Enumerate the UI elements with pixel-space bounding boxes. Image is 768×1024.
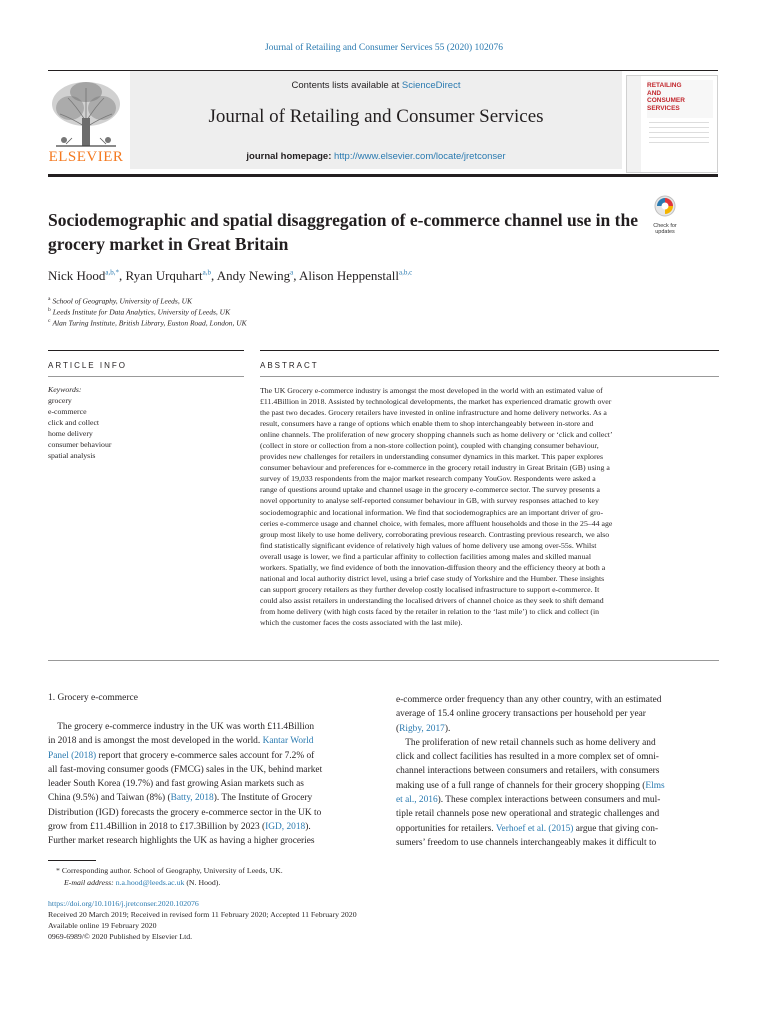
author-superscript[interactable]: a,b,* bbox=[105, 268, 120, 277]
author-separator: , bbox=[211, 268, 217, 283]
abstract-bottom-rule bbox=[48, 660, 719, 661]
body-text: grow from £11.4Billion in 2018 to £17.3Billion by 2023 ( bbox=[48, 822, 266, 833]
body-text: ). The Institute of Grocery bbox=[213, 793, 313, 804]
affiliation bbox=[48, 307, 230, 317]
footnote-rule bbox=[48, 860, 96, 861]
body-line bbox=[396, 822, 719, 836]
check-for-updates-badge[interactable] bbox=[646, 194, 684, 235]
body-text: in 2018 and is amongst the most developed in the world. bbox=[48, 736, 263, 747]
affiliation-text: School of Geography, University of Leeds, UK bbox=[52, 296, 193, 306]
body-line bbox=[396, 793, 719, 807]
body-line bbox=[48, 806, 371, 820]
body-text: ). These complex interactions between consumers and mul- bbox=[437, 795, 661, 806]
body-text: The grocery e-commerce industry in the UK was worth £11.4Billion bbox=[48, 722, 315, 732]
check-updates-icon bbox=[646, 194, 684, 218]
abstract-line: provides new challenges for retailers in understanding consumer dynamics in this market. This paper explores bbox=[260, 452, 604, 462]
abstract-line: The UK Grocery e-commerce industry is amongst the most developed in the world with an estimated value of bbox=[260, 386, 603, 395]
body-text: The proliferation of new retail channels such as home delivery and bbox=[396, 737, 656, 748]
abstract-line: ceries e-commerce usage and channel choice, with females, more affluent households and those in the 25–44 age bbox=[260, 518, 613, 528]
abstract-top-rule bbox=[260, 350, 719, 351]
abstract-line: national and local authority district level, using a brief case study of Yorkshire and the Humber. These insights bbox=[260, 573, 605, 583]
citation-link[interactable]: IGD, 2018 bbox=[265, 822, 306, 833]
abstract-line: (collect in store or collection from a non-store collection point), coupled with changing consumer behaviour, bbox=[260, 441, 599, 451]
body-line bbox=[396, 693, 719, 707]
doi-link[interactable]: https://doi.org/10.1016/j.jretconser.2020.102076 bbox=[48, 899, 199, 908]
body-line bbox=[396, 750, 719, 764]
body-line bbox=[396, 707, 719, 721]
body-text: all fast-moving consumer goods (FMCG) sales in the UK, behind market bbox=[48, 764, 323, 775]
body-left-column bbox=[48, 720, 371, 849]
available-online: Available online 19 February 2020 bbox=[48, 921, 157, 930]
body-text: Distribution (IGD) forecasts the grocery e-commerce sector in the UK to bbox=[48, 807, 322, 818]
section-heading: 1. Grocery e-commerce bbox=[48, 693, 138, 703]
abstract-line: survey of 19,033 respondents from the major market research company YouGov. Respondents were asked a bbox=[260, 474, 596, 484]
keyword: e-commerce bbox=[48, 407, 87, 416]
body-line bbox=[48, 791, 371, 805]
body-text: ). bbox=[305, 822, 311, 833]
received-dates: Received 20 March 2019; Received in revised form 11 February 2020; Accepted 11 February 2020 bbox=[48, 910, 357, 919]
body-text: channel interactions between consumers and retailers, with consumers bbox=[396, 766, 660, 777]
citation-link[interactable]: Rigby, 2017 bbox=[399, 723, 445, 734]
cover-title-line: SERVICES bbox=[647, 104, 680, 112]
email-label: E-mail address: bbox=[64, 878, 114, 887]
article-info-heading: ARTICLE INFO bbox=[48, 361, 127, 370]
cover-title-line: CONSUMER bbox=[647, 97, 685, 104]
abstract-line: workers. Spatially, we find evidence of both the innovation-diffusion theory and the efficiency theory at both a bbox=[260, 562, 606, 572]
author-name[interactable]: Andy Newing bbox=[216, 268, 291, 283]
body-line bbox=[396, 736, 719, 750]
homepage-link[interactable]: http://www.elsevier.com/locate/jretconser bbox=[334, 151, 506, 162]
abstract-text bbox=[260, 385, 719, 628]
body-right-column bbox=[396, 693, 719, 850]
publisher-wordmark: ELSEVIER bbox=[48, 149, 124, 165]
abstract-line: result, consumers have a range of options which enable them to shop interchangeably between in-store and bbox=[260, 419, 594, 429]
sciencedirect-link[interactable]: ScienceDirect bbox=[401, 80, 461, 91]
body-line bbox=[48, 734, 371, 748]
body-text: argue that giving con- bbox=[573, 823, 659, 834]
abstract-line: could also assist retailers in understanding the localised drivers of channel choice as they seek to shift demand bbox=[260, 595, 604, 605]
badge-line-1: Check for bbox=[653, 223, 677, 229]
keyword: spatial analysis bbox=[48, 451, 96, 460]
author-name[interactable]: Nick Hood bbox=[48, 268, 106, 283]
abstract-line: overall usage is lower, we find a particular affinity to collection facilities among males and skilled manual bbox=[260, 551, 592, 561]
body-text: e-commerce order frequency than any other country, with an estimated bbox=[396, 695, 662, 705]
keywords-block bbox=[48, 384, 111, 461]
body-line bbox=[48, 834, 371, 848]
body-text: leader South Korea (19.7%) and fast growing Asian markets such as bbox=[48, 779, 304, 790]
abstract-line: can support grocery retailers as they further develop costly localised infrastructure to support e-commerce. It bbox=[260, 584, 600, 594]
article-title: Sociodemographic and spatial disaggregation of e-commerce channel use in the grocery market in Great Britain bbox=[48, 210, 638, 254]
contents-line bbox=[130, 80, 622, 91]
body-line bbox=[396, 764, 719, 778]
body-text: ( bbox=[396, 723, 400, 734]
body-line bbox=[396, 807, 719, 821]
body-text: average of 15.4 online grocery transactions per household per year bbox=[396, 709, 646, 720]
article-info-top-rule bbox=[48, 350, 244, 351]
author-superscript[interactable]: a bbox=[290, 268, 294, 277]
abstract-line: consumer behaviour and preferences for e-commerce in the grocery retail industry in Great Britain (GB) using a bbox=[260, 463, 610, 473]
keyword: click and collect bbox=[48, 418, 100, 427]
author-superscript[interactable]: a,b bbox=[202, 268, 211, 277]
author-list bbox=[48, 268, 412, 284]
body-line bbox=[48, 763, 371, 777]
abstract-line: from home delivery (with high costs faced by the retailer in relation to the ‘last mile’) to click and collect (in bbox=[260, 606, 600, 616]
affiliation-mark: a bbox=[48, 296, 51, 302]
abstract-line: novel opportunity to analyse self-reported consumer behaviour in GB, with survey responses attached to key bbox=[260, 496, 599, 506]
affiliation-text: Leeds Institute for Data Analytics, University of Leeds, UK bbox=[52, 307, 231, 317]
abstract-line: the past two decades. Grocery retailers have invested in online infrastructure and home delivery networks. As a bbox=[260, 408, 607, 418]
journal-title: Journal of Retailing and Consumer Services bbox=[208, 106, 544, 127]
author-separator: , bbox=[119, 268, 126, 283]
affiliation-mark: b bbox=[48, 307, 51, 313]
body-text: report that grocery e-commerce sales account for 7.2% of bbox=[96, 750, 315, 761]
body-text: making use of a full range of channels for their grocery shopping ( bbox=[396, 780, 646, 791]
body-line bbox=[48, 820, 371, 834]
body-text: Further market research highlights the UK as having a higher groceries bbox=[48, 836, 315, 847]
affiliation-text: Alan Turing Institute, British Library, Euston Road, London, UK bbox=[52, 318, 247, 328]
abstract-line: which the customer faces the costs associated with the last mile). bbox=[260, 617, 463, 627]
affiliation bbox=[48, 318, 247, 328]
contents-prefix: Contents lists available at bbox=[291, 80, 402, 91]
author-separator: , bbox=[293, 268, 299, 283]
abstract-rule bbox=[260, 376, 719, 377]
body-text: sumers’ freedom to use channels interchangeably makes it difficult to bbox=[396, 837, 657, 848]
journal-reference[interactable]: Journal of Retailing and Consumer Services 55 (2020) 102076 bbox=[265, 43, 503, 53]
citation-link[interactable]: Batty, 2018 bbox=[170, 793, 214, 804]
abstract-line: find statistically significant evidence of relatively high values of home delivery use among over-55s. Whilst bbox=[260, 540, 597, 550]
footnote-email bbox=[64, 878, 220, 887]
citation-link[interactable]: Kantar World bbox=[262, 736, 314, 747]
journal-cover-thumbnail bbox=[626, 75, 718, 173]
body-text: ). bbox=[444, 723, 451, 734]
keywords-label: Keywords: bbox=[48, 385, 82, 394]
affiliation-mark: c bbox=[48, 318, 51, 324]
body-line bbox=[48, 749, 371, 763]
abstract-line: group most likely to use home delivery, corroborating previous research. Contrasting previous research, we also bbox=[260, 529, 610, 539]
article-info-rule bbox=[48, 376, 244, 377]
citation-link[interactable]: Elms bbox=[645, 780, 665, 791]
body-text: opportunities for retailers. bbox=[396, 823, 496, 834]
cover-title-line: AND bbox=[647, 89, 662, 97]
citation-link[interactable]: Verhoef et al. (2015) bbox=[495, 823, 574, 834]
footnote-text: Corresponding author. School of Geography, University of Leeds, UK. bbox=[61, 866, 283, 875]
badge-line-2: updates bbox=[655, 229, 675, 235]
body-line bbox=[396, 779, 719, 793]
citation-link[interactable]: et al., 2016 bbox=[396, 795, 438, 806]
body-line bbox=[396, 836, 719, 850]
body-text: China (9.5%) and Taiwan (8%) ( bbox=[48, 793, 171, 804]
copyright: 0969-6989/© 2020 Published by Elsevier Ltd. bbox=[48, 932, 193, 941]
footnote-star: * bbox=[56, 866, 60, 875]
abstract-line: sociodemographic and locational information. We find that sociodemographics are an important driver of gro- bbox=[260, 507, 604, 517]
author-name[interactable]: Ryan Urquhart bbox=[125, 268, 203, 283]
footnote-corresponding bbox=[56, 866, 283, 875]
keyword: grocery bbox=[48, 396, 72, 405]
abstract-line: range of questions around uptake and channel usage in the grocery e-commerce sector. The survey presents a bbox=[260, 485, 600, 495]
body-line bbox=[48, 777, 371, 791]
body-line bbox=[396, 722, 719, 736]
affiliation bbox=[48, 296, 192, 306]
body-text: click and collect facilities has resulted in a more complex set of omni- bbox=[396, 752, 659, 763]
publication-info bbox=[48, 898, 357, 942]
keyword: home delivery bbox=[48, 429, 93, 438]
email-link[interactable]: n.a.hood@leeds.ac.uk bbox=[115, 878, 185, 887]
keyword: consumer behaviour bbox=[48, 440, 112, 449]
body-text: tiple retail channels pose new operational and strategic challenges and bbox=[396, 809, 660, 820]
author-superscript[interactable]: a,b,c bbox=[399, 268, 413, 277]
header-bottom-rule bbox=[48, 174, 718, 177]
email-suffix: (N. Hood). bbox=[184, 878, 221, 887]
journal-homepage-line bbox=[130, 151, 622, 162]
cover-title-line: RETAILING bbox=[647, 82, 682, 89]
homepage-label: journal homepage: bbox=[246, 151, 334, 162]
abstract-line: online channels. The proliferation of new grocery shopping channels such as home delivery or ‘click and collect’ bbox=[260, 430, 613, 440]
abstract-line: £11.4Billion in 2018. Assisted by technological developments, the market has experienced dramatic growth over bbox=[260, 397, 612, 407]
citation-link[interactable]: Panel (2018) bbox=[48, 750, 97, 761]
abstract-heading: ABSTRACT bbox=[260, 361, 319, 370]
author-name[interactable]: Alison Heppenstall bbox=[299, 268, 400, 283]
body-line bbox=[48, 720, 371, 734]
